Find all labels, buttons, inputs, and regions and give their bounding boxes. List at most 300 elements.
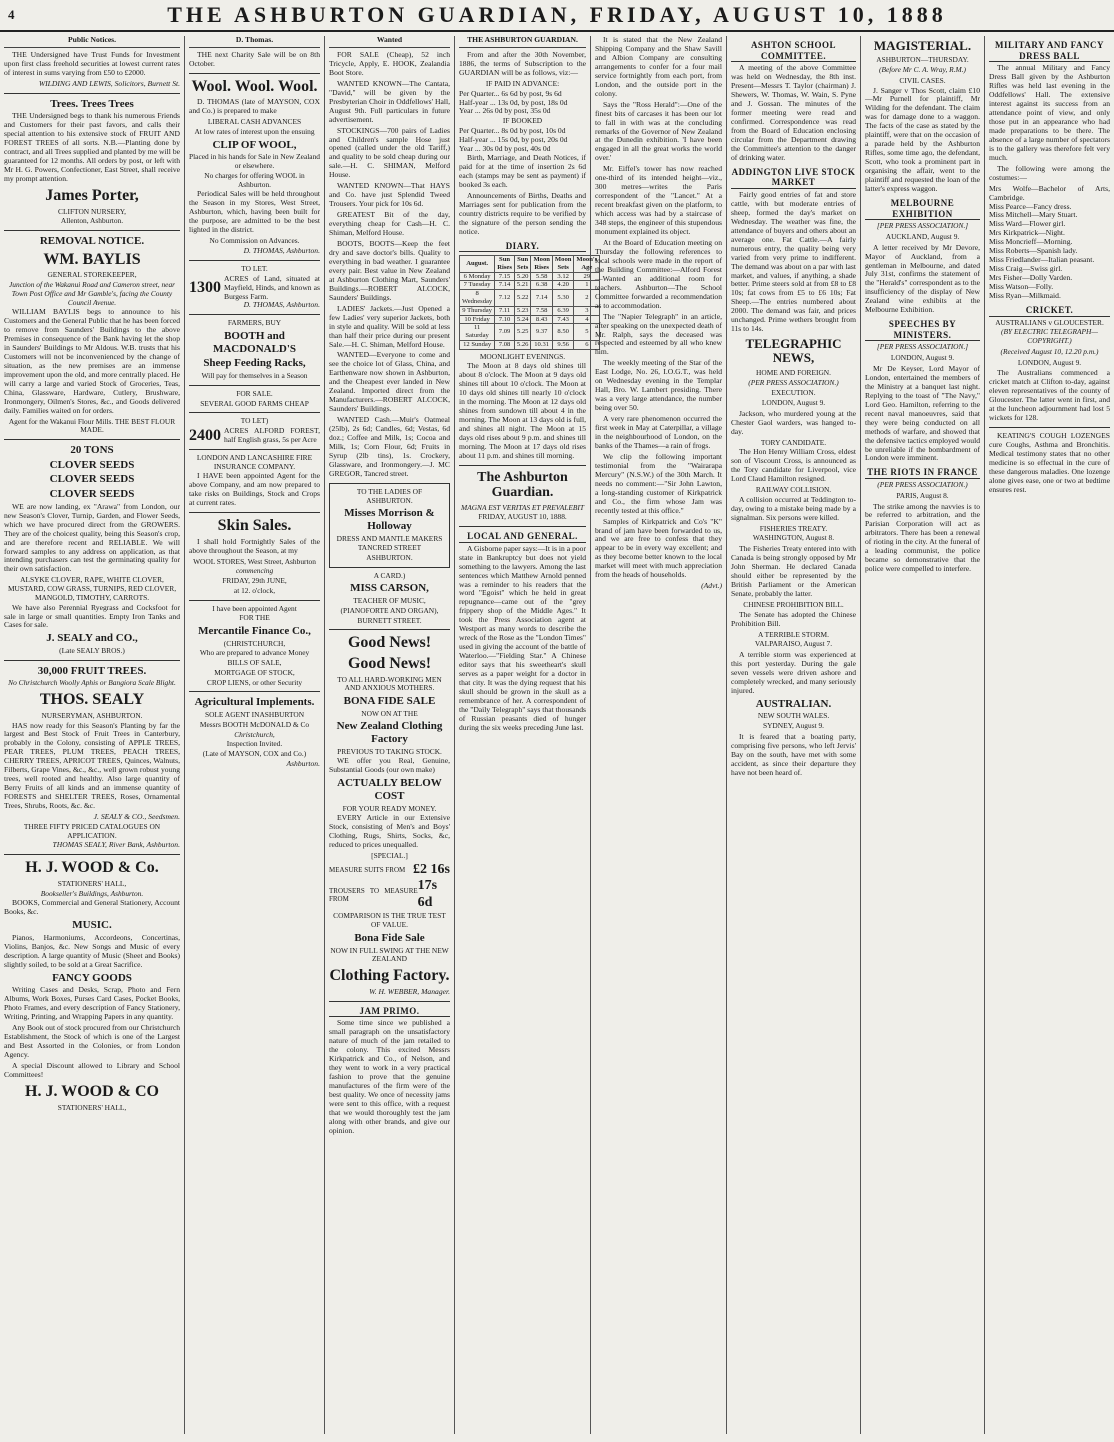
measure-label: MEASURE SUITS FROM (329, 865, 406, 874)
divider (189, 512, 320, 513)
tory-heading: TORY CANDIDATE. (760, 437, 827, 447)
acres-advert (189, 275, 320, 302)
music-text: Pianos, Harmoniums, Accordeons, Concertinas, Violins, Banjos, &c. New Songs and Music of every description. A large quantity of Music (Sheet and Books) slightly soiled, to be sold at a Great Sacrifice. (4, 933, 180, 969)
fancy-text2: Any Book out of stock procured from our Christchurch Establishment, the Stock of which is one of the Largest and Best Assorted in the Colonies, or from London Agency. (4, 1023, 180, 1060)
diary-cell: 9 Thursday (460, 306, 495, 315)
diary-cell: 5.24 (514, 315, 531, 324)
special-text: [SPECIAL.] (371, 851, 408, 861)
civil-heading: CIVIL CASES. (899, 75, 946, 85)
masthead (0, 0, 1114, 32)
ross-herald-text: Says the "Ross Herald":—One of the finest bits of carcases it has been our lot to fall in with was at the concluding remarks of the Governor of New Zealand at the Dunedin exhibition. 'I have been engaged in all the great works the world over.' (595, 99, 722, 163)
tolet2-heading: TO LET) (240, 416, 269, 426)
diary-cell: 11 Saturday (460, 324, 495, 341)
porter-sub: CLIFTON NURSERY, (58, 206, 126, 216)
actually-heading: ACTUALLY BELOW COST (337, 777, 442, 802)
thomas-sign: D. THOMAS, Ashburton. (243, 300, 320, 310)
divider (189, 73, 320, 74)
divider (329, 1001, 450, 1002)
chinese-text: The Senate has adopted the Chinese Prohibition Bill. (731, 609, 856, 628)
tancred-street: TANCRED STREET (357, 543, 422, 553)
rate-row: Per Quarter... 6s 6d by post, 9s 6d (459, 88, 562, 98)
column-4 (455, 35, 598, 1434)
rate-row: Half-year ... 13s 0d, by post, 18s 0d (459, 97, 568, 107)
acres2-advert (189, 427, 320, 445)
fancy-text3: A special Discount allowed to Library and School Committees! (4, 1061, 180, 1080)
divider (459, 465, 586, 466)
wanted-trousers: WANTED KNOWN—That HAYS and Co. have just Splendid Tweed Trousers. Your pick for 10s 6d. (329, 181, 450, 209)
australian-heading: AUSTRALIAN. (755, 697, 832, 710)
wool-heading: Wool. Wool. Wool. (191, 77, 318, 95)
ladies-jackets: LADIES' Jackets.—Just Opened a few Ladies' very superior Jackets, both in style and quality. Will be sold at less than half their price during our present Sale.—H. C. Shiman, Melford House. (329, 303, 450, 349)
riots-heading: THE RIOTS IN FRANCE (865, 467, 980, 479)
bonafide2-heading: Bona Fide Sale (354, 931, 425, 944)
napier-text: The "Napier Telegraph" in an article, after speaking on the unexpected death of Mr. Ralph, says the deceased was respected and esteemed by all who knew him. (595, 311, 722, 357)
costume-item: Miss Ward—Flower girl. (989, 219, 1066, 229)
divider (189, 260, 320, 261)
forsale-cycle: FOR SALE (Cheap), 52 inch Tricycle, Apply, E. HOOK, Zealandia Boot Store. (329, 49, 450, 77)
booked-rates (459, 127, 586, 154)
clover-note: We have also Perennial Ryegrass and Cocksfoot for sale in large or small quantities. Empty Iron Tanks and Cases for sale. (4, 602, 180, 630)
magisterial-sub: ASHBURTON—THURSDAY. (876, 55, 969, 65)
costume-item: Miss Ryan—Milkmaid. (989, 291, 1061, 301)
crop-text: CROP LIENS, or other Security (206, 677, 303, 687)
diary-cell: 7.08 (495, 340, 515, 349)
appointed-text: I have been appointed Agent (212, 603, 297, 613)
mel-date: AUCKLAND, August 9. (885, 231, 960, 241)
diary-row (460, 272, 600, 281)
porter-name: James Porter, (45, 187, 139, 205)
dress-ball-heading: MILITARY AND FANCY DRESS BALL (989, 40, 1110, 62)
trees-text: THE Undersigned begs to thank his numerous Friends and Customers for their past favors, and calls their special attention to his extensive stock of FRUIT AND FOREST TREES of all sorts. N.B.—Planting done by contract, and all Trees supplied and planted by me will be guaranteed for 12 months. All orders by post, or left with Mr H. G. Powers, Confectioner, East Street, shall receive my prompt attention. (4, 111, 180, 184)
agri-heading: Agricultural Implements. (194, 696, 315, 709)
measure-price: £2 16s (413, 861, 450, 877)
column-head: THE ASHBURTON GUARDIAN. (459, 36, 586, 48)
eiffel-text: Mr. Eiffel's tower has now reached one-third of its intended height—viz., 300 metres—writes the Paris correspondent of the "Lancet." At a recent breakfast given on the platform, to which access was had by a staircase of 348 steps, the engineer of this stupendous monument explained its object. (595, 164, 722, 237)
diary-cell: 5.21 (514, 281, 531, 290)
diary-cell: 5.22 (514, 290, 531, 307)
ashburton-text: ASHBURTON. (366, 553, 413, 563)
diary-cell: 1 (574, 281, 600, 290)
telegraphic-heading: TELEGRAPHIC NEWS, (745, 336, 842, 366)
diary-cell: 6.38 (531, 281, 552, 290)
mercantile-sub: (CHRISTCHURCH, (223, 638, 286, 648)
liberal-sub: At low rates of interest upon the ensuing (194, 127, 315, 137)
tothe-ladies: TO THE LADIES OF ASHBURTON. (356, 486, 423, 505)
acres-number: 1300 (189, 279, 221, 297)
cricket-sub: AUSTRALIANS v GLOUCESTER. (995, 317, 1104, 327)
costume-item: Mrs Wolfe—Bachelor of Arts, Cambridge. (989, 183, 1110, 202)
clover-line: CLOVER SEEDS (49, 473, 135, 486)
trust-funds-advert (4, 51, 180, 89)
column-head: Wanted (329, 36, 450, 48)
wanted-cantata: WANTED KNOWN—The Cantata, "David," will be given by the Presbyterian Choir in Oddfellows' Hall, August 9th. Full particulars in future advertisement. (329, 78, 450, 124)
diary-cell: 3 (574, 306, 600, 315)
music-heading: MUSIC. (72, 919, 112, 932)
costumes-intro: The following were among the costumes:— (989, 163, 1110, 182)
costume-item: Mrs Fisher—Dolly Varden. (989, 273, 1073, 283)
diary-cell: 6 Monday (460, 272, 495, 281)
clover-line: CLOVER SEEDS (49, 458, 135, 471)
paid-rates (459, 90, 586, 117)
sole-agent: SOLE AGENT INASHBURTON (204, 710, 305, 720)
bills-text: BILLS OF SALE, (227, 658, 282, 668)
column-6 (727, 36, 861, 1434)
baylis-agent: Agent for the Wakanui Flour Mills. THE BEST FLOUR MADE. (8, 416, 176, 435)
acres-text: ACRES of Land, situated at Mayfield, Hinds, and known as Burgess Farm. (224, 273, 320, 301)
sp-date: LONDON, August 9. (890, 353, 955, 363)
diary-row (460, 281, 600, 290)
rate-row: Half-year ... 15s 0d, by post, 20s 0d (459, 135, 568, 145)
magisterial-text: J. Sanger v Thos Scott, claim £10—Mr Purnell for plaintiff, Mr Wilding for the defendant. The claim was for damage done to a waggon. The facts of the case as stated by the plaintiff, were that on the occasion of a parade held by the Ashburton Rifles, some time ago, the defendant, Scott, who took a prominent part in organising the affair, went to the plaintiff and requested the loan of the latter's express waggon. (865, 85, 980, 193)
thos-sealy-name: THOS. SEALY (39, 691, 145, 709)
rate-row: Year ... 30s 0d by post, 40s 0d (459, 144, 551, 154)
diary-cell: 9.37 (531, 324, 552, 341)
cricket-heading: CRICKET. (989, 305, 1110, 317)
clover-list: ALSYKE CLOVER, RAPE, WHITE CLOVER, MUSTARD, COW GRASS, TURNIPS, RED CLOVER, MANGOLD, TIMOTHY, CARROTS. (7, 575, 177, 602)
motto: MAGNA EST VERITAS ET PREVALEBIT (461, 502, 584, 512)
column-head: Public Notices. (4, 36, 180, 48)
hjwood2-sub: STATIONERS' HALL, (57, 1102, 127, 1112)
speeches-heading: SPEECHES BY MINISTERS. (865, 319, 980, 341)
divider (459, 526, 586, 527)
railway-heading: RAILWAY COLLISION. (755, 485, 832, 495)
diary-cell: 7.14 (495, 281, 515, 290)
burnett-text: BURNETT STREET. (357, 615, 422, 625)
costume-list (989, 185, 1110, 301)
costume-item: Mrs Kirkpatrick—Night. (989, 228, 1065, 238)
skin-stores: WOOL STORES, West Street, Ashburton (193, 556, 316, 566)
nowin-text: NOW IN FULL SWING AT THE NEW ZEALAND (330, 945, 449, 964)
before-text: (Before Mr C. A. Wray, R.M.) (878, 65, 967, 75)
tory-text: The Hon Henry William Cross, eldest son of Viscount Cross, is announced as the Tory candidate for Liverpool, vice Lord Claud Hamilton resigned. (731, 447, 856, 484)
if-booked-heading: IF BOOKED (502, 116, 543, 126)
press-assoc: (PER PRESS ASSOCIATION.) (748, 377, 839, 387)
wanted-cash: WANTED Cash.—Muir's Oatmeal (25lb), 2s 6d; Candles, 6d; Vestas, 6d doz.; Coffee and Milk, 1s; Cocoa and Milk, 1s; Corn Flour, 6d; Fruits in Syrup (2lb tins), 1s. Crockery, Glassware, and Ironmongery.—J. MC GREGOR, Tancred street. (329, 415, 450, 478)
nzclothing-heading: New Zealand Clothing Factory (336, 720, 443, 745)
thomas-sign: D. THOMAS, Ashburton. (243, 245, 320, 255)
mortgage-text: MORTGAGE OF STOCK, (214, 667, 295, 677)
diary-cell: 5.25 (514, 324, 531, 341)
nsw-heading: NEW SOUTH WALES. (757, 711, 830, 721)
home-foreign: HOME AND FOREIGN. (756, 367, 831, 377)
booth-heading: BOOTH and MACDONALD'S (212, 330, 297, 355)
several-farms: SEVERAL GOOD FARMS CHEAP (200, 398, 309, 408)
nocharge-text: No charges for offering WOOL in Ashburton. (204, 170, 305, 189)
divider (4, 854, 180, 855)
column-7 (861, 36, 985, 1434)
diary-cell: 8.50 (552, 324, 573, 341)
hjwood2-name: H. J. WOOD & CO (25, 1083, 159, 1100)
if-paid-heading: IF PAID IN ADVANCE: (485, 78, 560, 88)
cricket-date: LONDON, August 9. (1017, 357, 1082, 367)
acard-text: A CARD.) (373, 570, 406, 580)
trousers-price-row (329, 878, 450, 911)
trust-text: THE Undersigned have Trust Funds for Investment upon first class freehold securities at lowest current rates of interest in sums varying from £50 to £2000. (4, 49, 180, 77)
clip-heading: CLIP OF WOOL, (212, 138, 297, 151)
diary-col: Moon's Age (574, 256, 600, 273)
nowon-text: NOW ON AT THE (361, 708, 418, 718)
samples-text: Samples of Kirkpatrick and Co's "K" brand of jam have been forwarded to us, and we are free to confess that they appear to be in every way excellent; and as they become better known to the local market will meet with much appreciation from the heads of households. (595, 516, 722, 580)
divider (4, 230, 180, 231)
every-text: EVERY Article in our Extensive Stock, consisting of Men's and Boys' Clothing, Rugs, Shirts, Socks, &c, reduced to prices unequalled. (329, 813, 450, 850)
column-3 (325, 36, 455, 1434)
boots-text: BOOTS, BOOTS—Keep the feet dry and save doctor's bills. Quality to everything in bad weather. I guarantee every pair. Best value in New Zealand at Ashburton Clothing Mart, Saunders' Buildings.—ROBERT ALCOCK, Saunders' Buildings. (329, 239, 450, 302)
dress-ball-text: The annual Military and Fancy Dress Ball given by the Ashburton Rifles was held last evening in the Oddfellows' Hall. The extensive interest against its success from an attendance point of view, and only those put in an appearance who had made preparations to be there. The absence of a large number of spectators is to the gallery was therefore felt very much. (989, 63, 1110, 162)
diary-row (460, 306, 600, 315)
dress-makers: DRESS AND MANTLE MAKERS (336, 533, 443, 543)
fruit-trees-heading: 30,000 FRUIT TREES. (37, 664, 147, 677)
paper-date: FRIDAY, AUGUST 10, 1888. (478, 512, 567, 522)
diary-cell: 3.12 (552, 272, 573, 281)
school-text: A meeting of the above Committee was held on Wednesday, the 8th inst. Present—Messrs T. Taylor (chairman) J. Shewers, W. Thomas, W. Wain, S. Pyne and J. Gossan. The minutes of the former meeting were read and confirmed. Correspondence was read from the Board of Education enclosing circular from the Department drawing the Committee's attention to the danger of drinking water. (731, 63, 856, 162)
fish-text: The Fisheries Treaty entered into with Canada is being strongly opposed by Mr John Sherman. He declared Canada should either be represented by the British Parliament or the American Senate, probably the latter. (731, 544, 856, 598)
sp-press: [PER PRESS ASSOCIATION.] (876, 342, 969, 352)
nsw-date: SYDNEY, August 9. (762, 721, 825, 731)
hjwood-name: H. J. WOOD & Co. (25, 859, 159, 877)
local-heading: LOCAL AND GENERAL. (459, 531, 586, 543)
storm-date: VALPARAISO, August 7. (754, 639, 833, 649)
exec-text: Jackson, who murdered young at the Chester Gaol warders, was hanged to-day. (731, 408, 856, 436)
diary-cell: 8.43 (531, 315, 552, 324)
skin-date: FRIDAY, 29th JUNE, (222, 576, 287, 586)
divider (4, 660, 180, 661)
school-committee-heading: ASHTON SCHOOL COMMITTEE. (731, 40, 856, 62)
nsw-text: It is feared that a boating party, comprising five persons, who left Jervis' Bay on the south, have met with some accident, as since their departure they have not been heard of. (731, 731, 856, 777)
column-2 (185, 36, 325, 1434)
diary-head (460, 256, 600, 273)
diary-cell: 7.09 (495, 324, 515, 341)
costume-item: Miss Watson—Folly. (989, 282, 1054, 292)
jam-text: Some time since we published a small paragraph on the unsatisfactory nature of much of the jam retailed to the colony. This excited Messrs Kirkpatrick and Co., of Nelson, and they went to work in a very practical fashion to prove that the genuine manufactures of the firm were of the best quality. We once of necessity jams were sent to this office, with a request that we would thoroughly test the jam along with other brands, and give our opinion. (329, 1018, 450, 1135)
diary-cell: 5 (574, 324, 600, 341)
charity-text: THE next Charity Sale will be on 8th October. (189, 49, 320, 68)
diary-row (460, 340, 600, 349)
diary-cell: 10 Friday (460, 315, 495, 324)
diary-cell: 7.11 (495, 306, 515, 315)
diary-row (460, 324, 600, 341)
foryour-text: FOR YOUR READY MONEY. (342, 803, 437, 813)
column-head: D. Thomas. (189, 36, 320, 48)
fruit-sub: No Christchurch Woolly Aphis or Bangiora Scale Blight. (8, 678, 176, 688)
costume-item: Miss Friedlander—Italian peasant. (989, 255, 1095, 265)
addington-heading: ADDINGTON LIVE STOCK MARKET (731, 166, 856, 188)
column-1 (0, 36, 185, 1434)
diary-cell: 7.43 (552, 315, 573, 324)
misses-heading: Misses Morrison & Holloway (344, 507, 435, 532)
births-text: Birth, Marriage, and Death Notices, if paid for at the time of insertion 2s 6d each (stamps may be sent as payment) if booked 3s each. (459, 153, 586, 189)
diary-cell: 7.14 (531, 290, 552, 307)
melbourne-heading: MELBOURNE EXHIBITION (865, 198, 980, 220)
education-text: At the Board of Education meeting on Thursday the following references to local schools were made in the report of the Building Committee:—Alford Forest—Wanted an additional room for teachers. Ashburton—The School Committee forwarded a recommendation as to accommodation. (595, 237, 722, 310)
skin-text: I shall hold Fortnightly Sales of the above throughout the Season, at my (189, 536, 320, 555)
diary-cell: 5.23 (514, 306, 531, 315)
newspaper-title: THE ASHBURTON GUARDIAN, FRIDAY, AUGUST 10, 1888 (167, 2, 947, 27)
trousers-price: 17s 6d (417, 878, 438, 910)
frogs-text: A very rare phenomenon occurred the first week in May at Caterpillar, a village in the neighbourhood of London, on the banks of the Thames—a rain of frogs. (595, 414, 722, 450)
column-8 (985, 36, 1114, 1434)
hjwood-sub: STATIONERS' HALL, (57, 879, 127, 888)
piano-text: (PIANOFORTE AND ORGAN), (340, 605, 439, 615)
diary-cell: 5.20 (514, 272, 531, 281)
riots-text: The strike among the navvies is to be referred to arbitration, and the Parisian Corporation will act as arbitrators. There has been a renewal of rioting in the city. At the funeral of a leading communist, the police became so demonstrative that the police were compelled to interfere. (865, 501, 980, 574)
divider (329, 629, 450, 630)
diary-cell: 6.39 (552, 306, 573, 315)
comparison-text: COMPARISON IS THE TRUE TEST OF VALUE. (333, 911, 446, 930)
diary-cell: 5.30 (552, 290, 573, 307)
farmers-heading: FARMERS, BUY (227, 318, 282, 328)
diary-col: Sun Sets (514, 256, 531, 273)
london-text: I HAVE been appointed Agent for the above Company, and am now prepared to take risks on Buildings, Stock and Crops at current rates. (189, 471, 320, 508)
railway-text: A collision occurred at Teddington to-day, owing to a mistake being made by a signalman. Six persons were killed. (731, 494, 856, 522)
thomas-text: D. THOMAS (late of MAYSON, COX and Co.) is prepared to make (189, 97, 320, 116)
shipping-text: It is stated that the New Zealand Shipping Company and the Shaw Savill and Albion Company are consulting arrangements to confer for a four mail service fortnightly from each port, from London, and the outside port in the colony. (595, 35, 722, 98)
forthe-text: FOR THE (239, 613, 270, 623)
diary-head-row (460, 256, 600, 273)
diary-cell: 5.58 (531, 272, 552, 281)
divider (189, 385, 320, 386)
diary-cell: 7.15 (495, 272, 515, 281)
diary-cell: 9.56 (552, 340, 573, 349)
baylis-text: WILLIAM BAYLIS begs to announce to his Customers and the General Public that he has been forced to remove from Saunders' Buildings to the above Premises in consequence of the Bank having let the shop in Saunders' Buildings to Mr Aldous. W.B. trusts that his Customers will not be inconvenienced by the change of situation, as the new premises are an immense improvement upon the old, and more centrally placed. He will carry a large and varied Stock of Groceries, Teas, China, Glassware, Hardware, Cutlery, Brushware, Ironmongery, Oilmen's Stores, &c., and Goods delivered daily. Families waited on for orders. (4, 307, 180, 415)
announce-text: Announcements of Births, Deaths and Marriages sent for publication from the country districts require to be verified by the signature of the person sending the notice. (459, 190, 586, 236)
periodical-text: Periodical Sales will be held throughout the Season in my Stores, West Street, Ashburton, which, having been built for the purpose, are admitted to be the best lighted in the district. (189, 189, 320, 235)
keatings-advert: KEATING'S COUGH LOZENGES cure Coughs, Asthma and Bronchitis. Medical testimony states that no other medicine is so effectual in the cure of these dangerous maladies. One lozenge alone gives ease, one or two at bedtime ensures rest. (989, 431, 1110, 494)
diary-cell: 29 (574, 272, 600, 281)
cricket-press: (BY ELECTRIC TELEGRAPH—COPYRIGHT.) (1001, 327, 1098, 346)
diary-cell: 10.31 (531, 340, 552, 349)
thos-sign: J. SEALY & CO., Seedsmen. (93, 812, 180, 822)
skin-time: at 12. o'clock, (233, 585, 276, 595)
fish-date: WASHINGTON, August 8. (752, 533, 835, 543)
diary-col: Moon Rises (531, 256, 552, 273)
costume-item: Miss Pearce—Fancy dress. (989, 201, 1072, 211)
trust-sign: WILDING AND LEWIS, Solicitors, Burnett St. (38, 78, 180, 88)
storm-text: A terrible storm was experienced at this port yesterday. During the gale seven vessels were driven ashore and completely wrecked, and many seriously injured. (731, 650, 856, 695)
storm-heading: A TERRIBLE STORM. (758, 629, 829, 639)
thos-cat: THREE FIFTY PRICED CATALOGUES ON APPLICATION. (23, 821, 161, 840)
divider (189, 600, 320, 601)
riots-date: PARIS, August 8. (896, 490, 949, 500)
bonafide-heading: BONA FIDE SALE (343, 694, 436, 707)
divider (189, 691, 320, 692)
diary-col: Moon Sets (552, 256, 573, 273)
advt-mark: (Advt.) (701, 581, 722, 591)
diary-cell: 7.12 (495, 290, 515, 307)
thomas-footer2: Ashburton. (286, 758, 320, 768)
hjwood-sub2: Bookseller's Buildings, Ashburton. (40, 888, 144, 898)
previous-text: PREVIOUS TO TAKING STOCK. (337, 746, 442, 756)
london-heading: LONDON AND LANCASHIRE FIRE INSURANCE COMPANY. (196, 452, 313, 471)
diary-table (459, 255, 600, 349)
mercantile-heading: Mercantile Finance Co., (198, 625, 311, 638)
riots-press: (PER PRESS ASSOCIATION.) (877, 480, 968, 490)
liberal-heading: LIBERAL CASH ADVANCES (207, 117, 302, 127)
paper-title: The Ashburton Guardian. (477, 469, 568, 501)
diary-cell: 12 Sunday (460, 340, 495, 349)
baylis-sub: GENERAL STOREKEEPER, (47, 270, 137, 280)
skin-heading: Skin Sales. (217, 517, 292, 535)
tolet-heading: TO LET. (241, 263, 268, 273)
acres2-number: 2400 (189, 427, 221, 445)
clover-line: CLOVER SEEDS (49, 488, 135, 501)
execution-heading: EXECUTION. (771, 388, 816, 398)
divider (4, 439, 180, 440)
diary-col: Sun Rises (495, 256, 515, 273)
cricket-text: The Australians commenced a cricket match at Clifton to-day, against eleven representatives of the county of Gloucester. The latter went in first, and at the luncheon adjournment had lost 5 wickets for 128. (989, 368, 1110, 423)
diary-row (460, 315, 600, 324)
baylis-name: WM. BAYLIS (43, 250, 141, 268)
nocomm-text: No Commission on Advances. (209, 236, 300, 246)
thos-text: HAS now ready for this Season's Planting by far the largest and Best Stock of Fruit Trees in Canterbury, probably in the Colony, consisting of APPLE TREES, PEAR TREES, PLUM TREES, PEACH TREES, CHERRY TREES, APRICOT TREES, Quinces, Walnuts, Filberts, Grape Vines, &c., &c., well grown robust young trees, well rooted and healthy. Also large quantity of Berry Fruits of all kinds and an immense quantity of FORESTS and SHELTER TREES, Roses, Ornamental Trees, Shrubs, Roots, &c. &c. (4, 720, 180, 811)
acres2-text: ACRES ALFORD FOREST, half English grass, 5s per Acre (224, 426, 320, 444)
weber-sign: W. H. WEBBER, Manager. (369, 986, 450, 996)
clip-text: Placed in his hands for Sale in New Zealand or elsewhere. (189, 152, 320, 171)
costume-item: Miss Craig—Swiss girl. (989, 264, 1063, 274)
testimonial-text: We clip the following important testimonial from the "Wairarapa Mercury" (N.S.W.) of the 30th March. It needs no comment:—"Sir John Lawton, a long-standing customer of Kirkpatrick and Co., the firm whose Jam was recently tested at this office." (595, 451, 722, 515)
jam-heading: JAM PRIMO. (329, 1006, 450, 1018)
divider (189, 412, 320, 413)
lodge-text: The weekly meeting of the Star of the East Lodge, No. 26, I.O.G.T., was held on Wednesday evening in the Templar Hall, Bro. W. Lambert presiding. There was a very large attendance, the number being over 50. (595, 358, 722, 413)
diary-cell: 7.10 (495, 315, 515, 324)
divider (189, 449, 320, 450)
greatest-text: GREATEST Bit of the day, everything cheap for Cash—H. C. Shiman, Melford House. (329, 210, 450, 238)
diary-body (460, 272, 600, 349)
goodnews-heading-2: Good News! (347, 654, 432, 672)
clover-heading: 20 TONS (70, 444, 114, 457)
column-5 (591, 36, 727, 1434)
divider (989, 427, 1110, 428)
diary-cell: 8 Wednesday (460, 290, 495, 307)
books-text: BOOKS, Commercial and General Stationery, Account Books, &c. (4, 898, 180, 917)
moonlight-heading: MOONLIGHT EVENINGS. (479, 351, 566, 361)
cricket-received: (Received August 10, 12.20 p.m.) (1000, 346, 1099, 356)
christchurch-text: Christchurch, (234, 729, 275, 739)
trees-heading: Trees. Trees Trees (50, 97, 134, 110)
diary-row (460, 290, 600, 307)
page-number: 4 (8, 7, 15, 22)
diary-cell: 4 (574, 315, 600, 324)
diary-col: August. (460, 256, 495, 273)
costume-item: Miss Roberts—Spanish lady. (989, 246, 1078, 256)
sealy-co: J. SEALY and CO., (46, 632, 138, 645)
sheep-heading: Sheep Feeding Racks, (203, 357, 306, 370)
teacher-text: TEACHER OF MUSIC, (353, 596, 426, 606)
miss-carson: MISS CARSON, (350, 582, 429, 595)
rate-row: Per Quarter... 8s 0d by post, 10s 0d (459, 126, 566, 136)
fancy-text: Writing Cases and Desks, Scrap, Photo and Fern Albums, Work Boxes, Purses Card Cases, Pocket Books, Photo Frames, and every description of Fancy Stationery, Writing, Printing, and Wrapping Papers in any quantity. (4, 985, 180, 1022)
thos-addr: THOMAS SEALY, River Bank, Ashburton. (52, 840, 180, 850)
diary-heading: DIARY. (459, 241, 586, 253)
costume-item: Miss Moncrieff—Morning. (989, 237, 1073, 247)
diary-cell: 6 (574, 340, 600, 349)
mel-text: A letter received by Mr Devore, Mayor of Auckland, from a gentleman in Melbourne, and dated July 31st, confirms the statement of the "Herald's" correspondent as to the insufficiency of the display of New Zealand wine exhibits at the Melbourne Exhibition. (865, 242, 980, 315)
thomas-footer: (Late of MAYSON, COX and Co.) (202, 748, 307, 758)
stockings-text: STOCKINGS—700 pairs of Ladies and Children's sample Hose just opened (called under the old Tariff,) and quality to be sold cheap during our sale.—H. C. SHIMAN, Melford House. (329, 125, 450, 180)
goodnews-heading: Good News! (347, 634, 432, 652)
fancy-heading: FANCY GOODS (52, 971, 132, 984)
clover-text: WE are now landing, ex "Arawa" from London, our new Season's Clover, Turnip, Garden, and Flower Seeds, which we have procured direct from the GROWERS. They are of the choicest quality, being this Season's crop, and are therefore recent and RELIABLE. We will forward samples to any address on application, as that intending purchasers can test the germinating quality for their own satisfaction. (4, 501, 180, 574)
magisterial-heading: MAGISTERIAL. (873, 38, 972, 53)
skin-comm: commencing (235, 566, 274, 576)
rate-row: Year ... 26s 0d by post, 35s 0d (459, 106, 551, 116)
diary-cell: 2 (574, 290, 600, 307)
wanted-china: WANTED—Everyone to come and see the choice lot of Glass, China, and Earthenware now shown in Ashburton, and the Cheapest ever landed in New Zealand. Imported direct from the Manufacturers.—ROBERT ALCOCK, Saunders' Buildings. (329, 350, 450, 414)
divider (4, 93, 180, 94)
booth2-text: Messrs BOOTH McDONALD & Co (199, 719, 310, 729)
weoffer-text: WE offer you Real, Genuine, Substantial Goods (our own make) (329, 756, 450, 775)
forsale-heading: FOR SALE. (236, 388, 273, 398)
diary-cell: 7 Tuesday (460, 281, 495, 290)
